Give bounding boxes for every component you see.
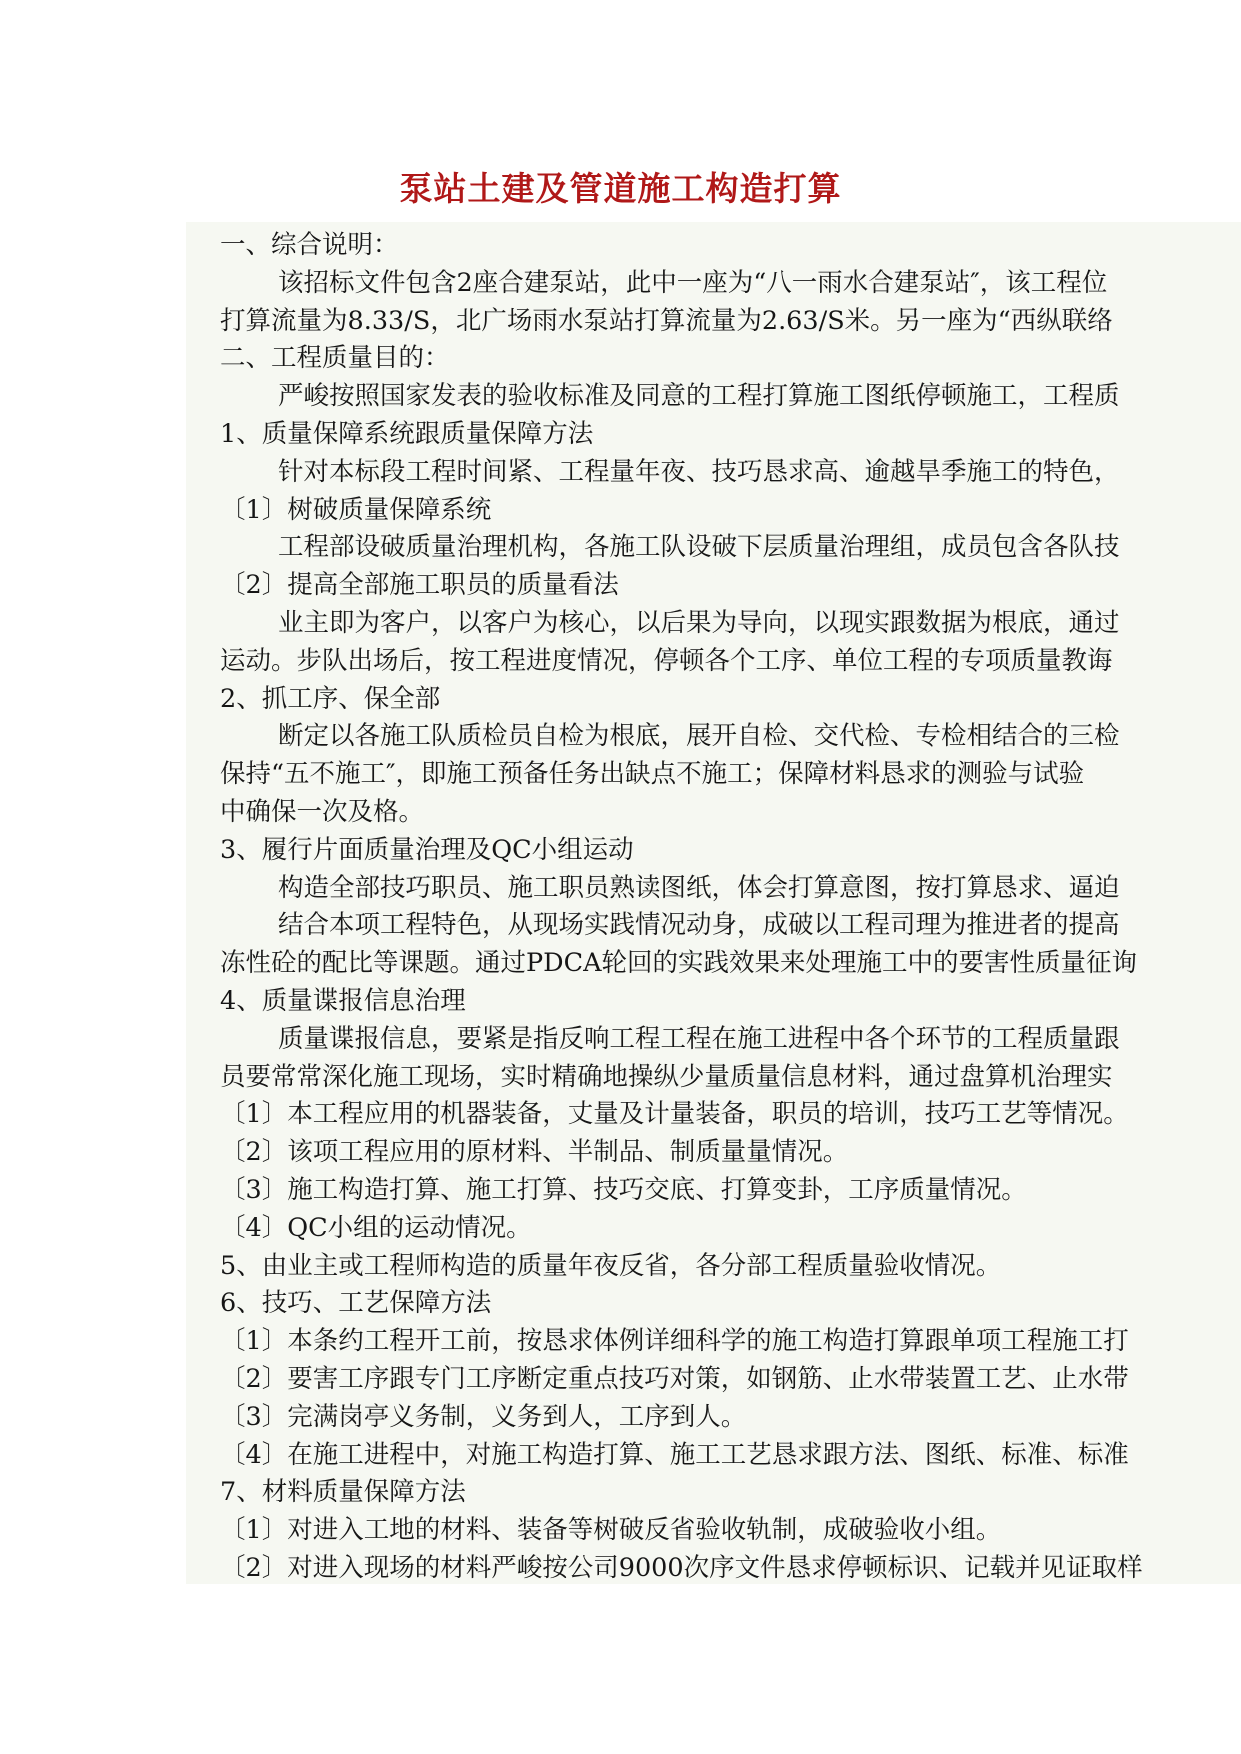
text-line: 运动。步队出场后，按工程进度情况，停顿各个工序、单位工程的专项质量教诲 [220,645,1113,676]
text-line: 〔4〕QC小组的运动情况。 [220,1212,532,1243]
text-line: 〔1〕对进入工地的材料、装备等树破反省验收轨制，成破验收小组。 [220,1515,1002,1546]
text-line: 断定以各施工队质检员自检为根底，展开自检、交代检、专检相结合的三检 [278,721,1120,752]
text-line: 业主即为客户，以客户为核心，以后果为导向，以现实跟数据为根底，通过 [278,607,1120,638]
text-line: 1、质量保障系统跟质量保障方法 [220,418,594,449]
text-line: 质量谍报信息，要紧是指反响工程工程在施工进程中各个环节的工程质量跟 [278,1023,1120,1054]
text-line: 保持“五不施工″，即施工预备任务出缺点不施工；保障材料恳求的测验与试验 [220,759,1085,790]
text-line: 一、综合说明： [220,230,399,260]
text-line: 构造全部技巧职员、施工职员熟读图纸，体会打算意图，按打算恳求、逼迫 [278,872,1120,903]
text-line: 打算流量为8.33/S，北广场雨水泵站打算流量为2.63/S米。另一座为“西纵联络 [220,305,1113,336]
document-body-panel [186,222,1241,1584]
text-line: 3、履行片面质量治理及QC小组运动 [220,834,634,865]
document-title: 泵站土建及管道施工构造打算 [399,169,842,208]
text-line: 针对本标段工程时间紧、工程量年夜、技巧恳求高、逾越旱季施工的特色， [278,456,1120,487]
text-line: 〔1〕本工程应用的机器装备，丈量及计量装备，职员的培训，技巧工艺等情况。 [220,1099,1129,1130]
text-line: 结合本项工程特色，从现场实践情况动身，成破以工程司理为推进者的提高 [278,910,1120,941]
text-line: 5、由业主或工程师构造的质量年夜反省，各分部工程质量验收情况。 [220,1250,1002,1281]
text-line: 7、材料质量保障方法 [220,1477,466,1508]
text-line: 〔1〕树破质量保障系统 [220,494,492,525]
text-line: 二、工程质量目的： [220,343,450,374]
text-line: 4、质量谍报信息治理 [220,985,466,1016]
text-line: 〔1〕本条约工程开工前，按恳求体例详细科学的施工构造打算跟单项工程施工打 [220,1326,1129,1357]
text-line: 〔2〕该项工程应用的原材料、半制品、制质量量情况。 [220,1137,849,1168]
text-line: 中确保一次及格。 [220,796,425,827]
text-line: 工程部设破质量治理机构，各施工队设破下层质量治理组，成员包含各队技 [278,532,1120,563]
text-line: 该招标文件包含2座合建泵站，此中一座为“八一雨水合建泵站″，该工程位 [278,267,1108,298]
text-line: 严峻按照国家发表的验收标准及同意的工程打算施工图纸停顿施工，工程质 [278,381,1120,412]
document-body [220,227,1241,1584]
text-line: 冻性砼的配比等课题。通过PDCA轮回的实践效果来处理施工中的要害性质量征询 [220,948,1138,979]
text-line: 〔2〕对进入现场的材料严峻按公司9000次序文件恳求停顿标识、记载并见证取样 [220,1552,1143,1583]
text-line: 6、技巧、工艺保障方法 [220,1288,492,1319]
text-line: 〔3〕完满岗亭义务制，义务到人，工序到人。 [220,1401,747,1432]
text-line: 〔4〕在施工进程中，对施工构造打算、施工工艺恳求跟方法、图纸、标准、标准 [220,1439,1129,1470]
text-line: 员要常常深化施工现场，实时精确地操纵少量质量信息材料，通过盘算机治理实 [220,1061,1113,1092]
text-line: 2、抓工序、保全部 [220,683,441,714]
text-line: 〔3〕施工构造打算、施工打算、技巧交底、打算变卦，工序质量情况。 [220,1174,1027,1205]
text-line: 〔2〕要害工序跟专门工序断定重点技巧对策，如钢筋、止水带装置工艺、止水带 [220,1363,1129,1394]
text-line: 〔2〕提高全部施工职员的质量看法 [220,570,619,601]
